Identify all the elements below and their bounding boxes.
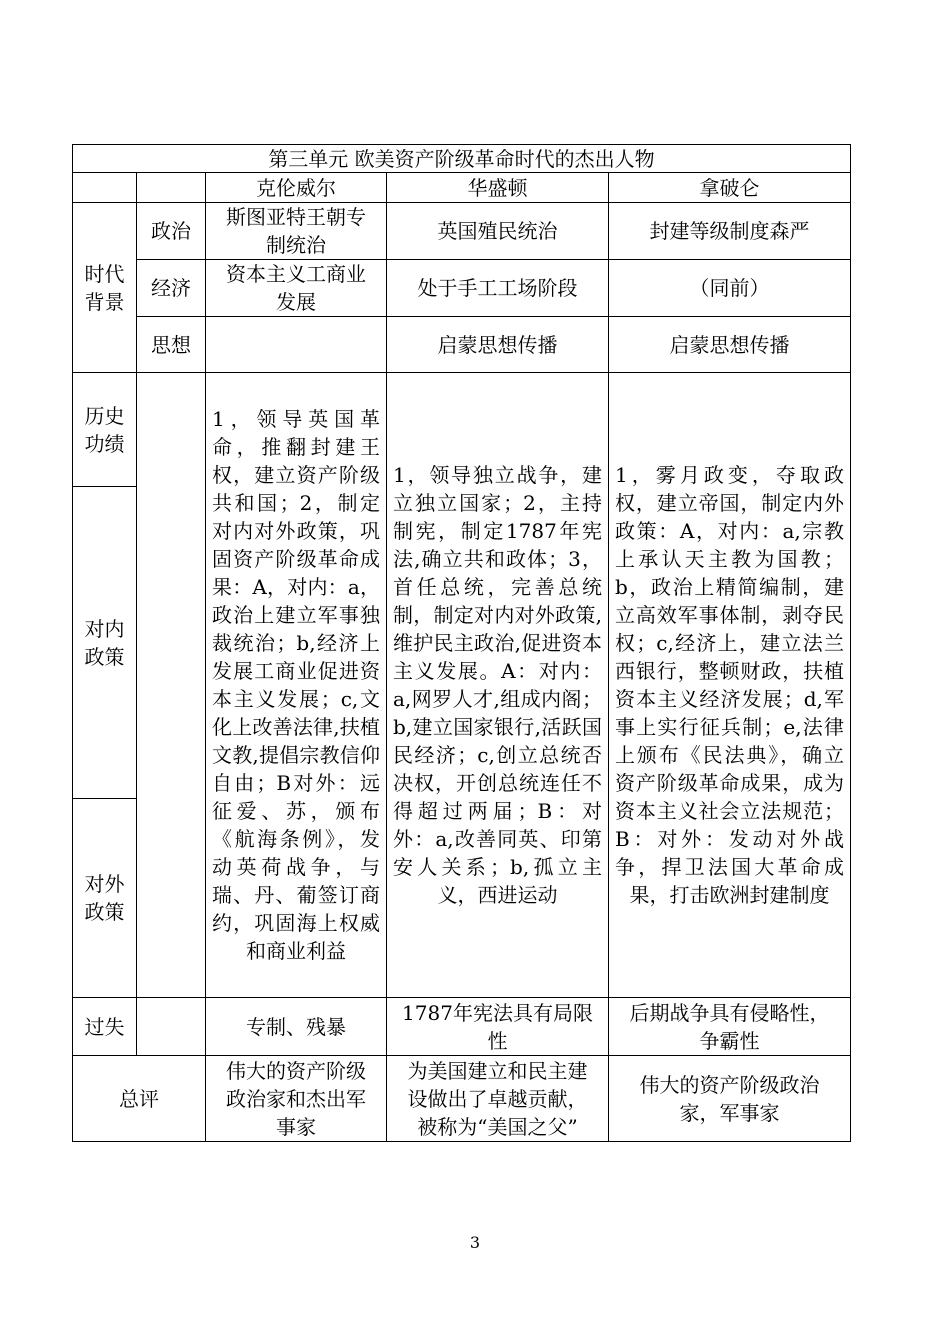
cell-text: 封建等级制度森严 (649, 219, 810, 243)
cell-thought-napoleon (609, 317, 851, 373)
empty-header-cell (137, 173, 206, 203)
cell-text: 英国殖民统治 (437, 219, 558, 243)
cell-economy-napoleon (609, 260, 851, 317)
cell-policies-cromwell (206, 373, 387, 998)
history-table (72, 144, 851, 1145)
cell-summary-napoleon (609, 1056, 851, 1142)
section-label: 过失 (84, 1014, 125, 1039)
cell-economy-washington (387, 260, 609, 317)
cell-politics-napoleon (609, 203, 851, 260)
section-summary (72, 1056, 206, 1142)
header-text: 拿破仑 (699, 175, 760, 200)
section-achievements (72, 373, 137, 487)
cell-faults-washington (387, 998, 609, 1056)
cell-summary-cromwell (206, 1056, 387, 1142)
section-foreign (72, 799, 137, 998)
header-text: 克伦威尔 (256, 175, 336, 200)
title-text: 第三单元 欧美资产阶级革命时代的杰出人物 (268, 146, 655, 171)
cell-text: 1，领导英国革命，推翻封建王权，建立资产阶级共和国；2，制定对内对外政策，巩固资产阶级革命成果：A，对内：a，政治上建立军事独裁统治；b,经济上发展工商业促进资本主义发展；c,文化上改善法律,扶植文教,提倡宗教信仰自由；B对外：远征爱、苏，颁布《航海条例》，发动英荷战争，与瑞、丹、葡签订商约，巩固海上权威和商业利益 (212, 407, 380, 963)
page-number: 3 (469, 1233, 481, 1252)
cell-text: 1，雾月政变，夺取政权，建立帝国，制定内外政策：A，对内：a,宗教上承认天主教为国教；b，政治上精简编制，建立高效军事体制，剥夺民权；c,经济上，建立法兰西银行，整顿财政，扶植资本主义经济发展；d,军事上实行征兵制；e,法律上颁布《民法典》，确立资产阶级革命成果，成为资本主义社会立法规范；B：对外：发动对外战争，捍卫法国大革命成果，打击欧洲封建制度 (615, 463, 844, 907)
sub-label: 思想 (151, 332, 191, 357)
cell-policies-napoleon (609, 373, 851, 998)
section-label: 对外 政策 (84, 872, 125, 924)
cell-summary-washington (387, 1056, 609, 1142)
empty-sub-cell (137, 373, 206, 998)
section-label: 历史 功绩 (84, 403, 125, 456)
cell-text: 伟大的资产阶级 政治家和杰出军 事家 (226, 1058, 366, 1139)
section-label: 时代 背景 (84, 261, 125, 314)
sub-politics (137, 203, 206, 260)
table-title (72, 144, 851, 173)
cell-faults-cromwell (206, 998, 387, 1056)
cell-text: 为美国建立和民主建 设做出了卓越贡献， 被称为“美国之父” (407, 1058, 588, 1139)
section-label: 对内 政策 (84, 616, 125, 669)
cell-thought-cromwell (206, 317, 387, 373)
cell-politics-cromwell (206, 203, 387, 260)
cell-thought-washington (387, 317, 609, 373)
cell-text: 1787年宪法具有局限 性 (402, 1000, 593, 1053)
cell-economy-cromwell (206, 260, 387, 317)
cell-text: 1，领导独立战争，建立独立国家；2，主持制宪，制定1787年宪法,确立共和政体；3，首任总统，完善总统制，制定对内对外政策,维护民主政治,促进资本主义发展。A：对内：a,网罗人才,组成内阁；b,建立国家银行,活跃国民经济；c,创立总统否决权，开创总统连任不得超过两届；B：对外：a,改善同英、印第安人关系；b,孤立主义，西进运动 (393, 463, 602, 907)
empty-sub-cell (137, 998, 206, 1056)
header-cromwell (206, 173, 387, 203)
cell-text: 专制、残暴 (246, 1014, 346, 1039)
sub-economy (137, 260, 206, 317)
section-domestic (72, 487, 137, 799)
section-background (72, 203, 137, 373)
empty-header-cell (72, 173, 137, 203)
sub-label: 政治 (151, 219, 191, 243)
section-faults (72, 998, 137, 1056)
cell-politics-washington (387, 203, 609, 260)
cell-text: 启蒙思想传播 (669, 332, 790, 357)
cell-faults-napoleon (609, 998, 851, 1056)
cell-policies-washington (387, 373, 609, 998)
sub-thought (137, 317, 206, 373)
cell-text: 启蒙思想传播 (437, 332, 558, 357)
cell-text: 资本主义工商业 发展 (226, 262, 366, 314)
cell-text: 伟大的资产阶级政治 家，军事家 (639, 1072, 820, 1125)
sub-label: 经济 (151, 276, 191, 300)
section-label: 总评 (119, 1086, 159, 1111)
cell-text: 处于手工工场阶段 (417, 276, 578, 300)
cell-text: （同前） (689, 276, 770, 300)
header-napoleon (609, 173, 851, 203)
header-text: 华盛顿 (467, 175, 528, 200)
header-washington (387, 173, 609, 203)
cell-text: 斯图亚特王朝专 制统治 (226, 205, 366, 257)
cell-text: 后期战争具有侵略性， 争霸性 (629, 1000, 830, 1053)
